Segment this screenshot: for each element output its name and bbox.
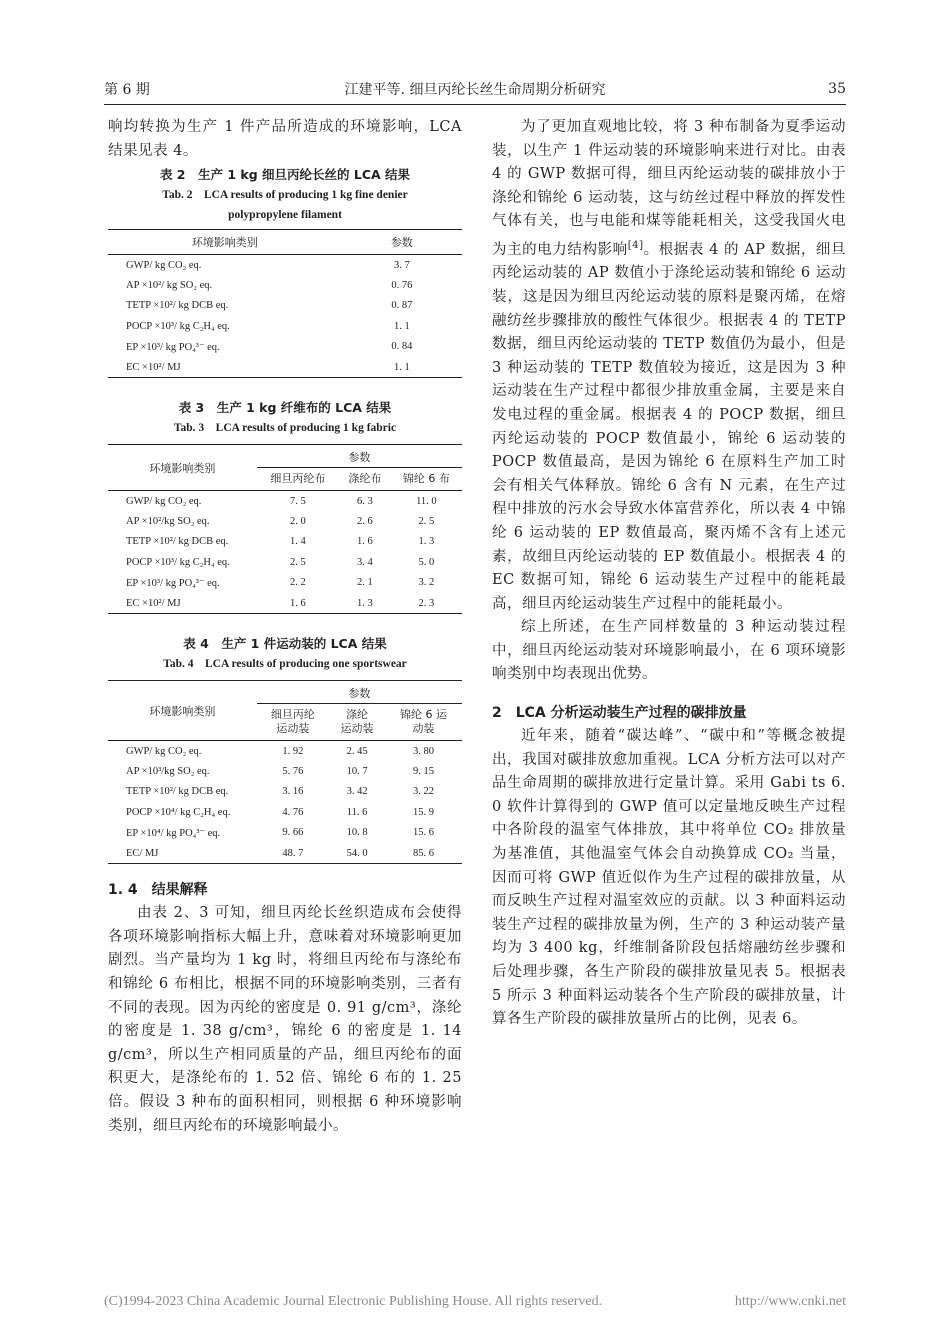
table-2 bbox=[108, 165, 462, 378]
table-4-value: 3. 80 bbox=[413, 745, 434, 757]
table-2-grid bbox=[108, 229, 462, 378]
table-4-value: 3. 22 bbox=[413, 786, 434, 798]
table-3-category: EP ×10³/ kg PO₄³⁻ eq. bbox=[126, 577, 220, 589]
table-3-category: POCP ×10³/ kg C₂H₄ eq. bbox=[126, 556, 230, 568]
comparison-paragraph bbox=[492, 116, 846, 616]
table-4-value: 11. 6 bbox=[346, 806, 368, 818]
table-3-value: 2. 0 bbox=[290, 515, 306, 527]
table-4-category: POCP ×10⁴/ kg C₂H₄ eq. bbox=[126, 806, 231, 818]
table-3-value: 2. 1 bbox=[357, 577, 373, 589]
table-3-value: 1. 4 bbox=[290, 536, 306, 548]
table-row bbox=[108, 552, 462, 573]
table-3-value: 2. 6 bbox=[357, 515, 373, 527]
issue-number: 第 6 期 bbox=[104, 82, 150, 98]
comparison-text-tail: 。根据表 4 的 AP 数据，细旦丙纶运动装的 AP 数值小于涤纶运动装和锦纶 6 运动装，这是因为细旦丙纶运动装的原料是聚丙烯，在熔融纺丝步骤排放的酸性气体很少。根据表 4 的 TETP 数据，细旦丙纶运动装的 TETP 数值仍为最小，但是 3 种运动装的 TETP 数值较为接近，这是因为 3 种运动装在生产过程中都很少排放重金属，主要是来自发电过程的重金属。根据表 4 的 POCP 数据，细旦丙纶运动装的 POCP 数值最小，锦纶 6 运动装的 POCP 数值最高，是因为锦纶 6 在原料生产加工时会有相关气体释放。锦纶 6 含有 N 元素，在生产过程中排放的污水会导致水体富营养化，所以表 4 中锦纶 6 运动装的 EP 数值最高，聚丙烯不含有上述元素，故细旦丙纶运动装的 EP 数值最小。根据表 4 的 EC 数据可知，锦纶 6 运动装生产过程中的能耗最高，细旦丙纶运动装生产过程中的能耗最小。 bbox=[492, 241, 847, 612]
table-3-grid bbox=[108, 444, 462, 614]
table-3-caption-cn: 表 3 生产 1 kg 纤维布的 LCA 结果 bbox=[178, 400, 392, 416]
table-3-value: 5. 0 bbox=[418, 556, 435, 568]
table-2-category: TETP ×10²/ kg DCB eq. bbox=[126, 300, 229, 312]
table-row bbox=[108, 823, 462, 844]
table-3-header-category: 环境影响类别 bbox=[149, 461, 216, 475]
table-2-caption-cn: 表 2 生产 1 kg 细旦丙纶长丝的 LCA 结果 bbox=[159, 167, 411, 183]
table-row bbox=[108, 843, 462, 864]
table-3-value: 2. 2 bbox=[290, 577, 306, 589]
table-row bbox=[108, 782, 462, 803]
table-4-value: 2. 45 bbox=[346, 745, 368, 757]
table-4-caption-cn: 表 4 生产 1 件运动装的 LCA 结果 bbox=[183, 636, 387, 652]
running-title: 江建平等. 细旦丙纶长丝生命周期分析研究 bbox=[344, 82, 606, 98]
table-row bbox=[108, 357, 462, 378]
table-4-header-category: 环境影响类别 bbox=[149, 704, 216, 718]
table-row bbox=[108, 255, 462, 276]
table-row bbox=[108, 275, 462, 296]
table-4-category: GWP/ kg CO₂ eq. bbox=[126, 745, 202, 757]
table-row bbox=[108, 316, 462, 337]
table-row bbox=[108, 337, 462, 358]
left-column bbox=[108, 116, 462, 1138]
table-3-value: 3. 4 bbox=[357, 556, 373, 568]
summary-paragraph: 综上所述，在生产同样数量的 3 种运动装过程中，细旦丙纶运动装对环境影响最小，在 6 项环境影响类别中均表现出优势。 bbox=[492, 619, 846, 683]
carbon-emission-paragraph: 近年来，随着“碳达峰”、“碳中和”等概念被提出，我国对碳排放愈加重视。LCA 分析方法可以对产品生命周期的碳排放进行定量计算。采用 Gabi ts 6. 0 软件计算得到的 GWP 值可以定量地反映生产过程中各阶段的温室气体排放，其中将单位 CO₂ 排放量为基准值，其他温室气体会自动换算成 CO₂ 当量，因而可将 GWP 值近似作为生产过程的碳排放量，从而反映生产过程对温室效应的贡献。以 3 种面料运动装生产过程的碳排放量为例，生产的 3 种运动装产量均为 3 400 kg，纤维制备阶段包括熔融纺丝步骤和后处理步骤，各生产阶段的碳排放量见表 5。根据表 5 所示 3 种面料运动装各个生产阶段的碳排放量，计算各生产阶段的碳排放量所占的比例，见表 6。 bbox=[492, 728, 846, 1028]
table-4-value: 15. 9 bbox=[413, 806, 434, 818]
table-4-value: 10. 8 bbox=[346, 827, 368, 839]
comparison-text: 为了更加直观地比较，将 3 种布制备为夏季运动装，以生产 1 件运动装的环境影响来进行对比。由表 4 的 GWP 数据可得，细旦丙纶运动装的碳排放小于涤纶和锦纶 6 运动装，这与纺丝过程中释放的挥发性气体有关，也与电能和煤等能耗相关，这受我国火电为主的电力结构影响 bbox=[492, 119, 846, 258]
copyright-footer bbox=[104, 1294, 846, 1310]
table-3-caption-en: Tab. 3 LCA results of producing 1 kg fabric bbox=[173, 422, 397, 435]
table-row bbox=[108, 761, 462, 782]
table-2-category: AP ×10²/ kg SO₂ eq. bbox=[126, 279, 213, 291]
section-1-4-paragraph: 由表 2、3 可知，细旦丙纶长丝织造成布会使得各项环境影响指标大幅上升，意味着对环境影响更加剧烈。当产量均为 1 kg 时，将细旦丙纶布与涤纶布和锦纶 6 布相比，根据不同的环境影响类别，三者有不同的表现。因为丙纶的密度是 0. 91 g/cm³，涤纶的密度是 1. 38 g/cm³，锦纶 6 的密度是 1. 14 g/cm³，所以生产相同质量的产品，细旦丙纶布的面积更大，是涤纶布的 1. 52 倍、锦纶 6 布的 1. 25 倍。假设 3 种布的面积相同，则根据 6 种环境影响类别，细旦丙纶布的环境影响最小。 bbox=[108, 905, 462, 1134]
table-4-value: 1. 92 bbox=[282, 745, 304, 757]
table-4-value: 4. 76 bbox=[282, 806, 304, 818]
table-4-grid bbox=[108, 680, 462, 864]
table-2-value: 1. 1 bbox=[393, 361, 410, 373]
table-3-value: 1. 3 bbox=[418, 536, 435, 548]
table-4-header-group: 参数 bbox=[348, 687, 371, 701]
table-3-subheader: 涤纶布 bbox=[339, 468, 391, 491]
table-3-category: EC ×10²/ MJ bbox=[126, 597, 181, 609]
table-2-category: GWP/ kg CO₂ eq. bbox=[126, 259, 202, 271]
table-4-subheader: 锦纶 6 运 动装 bbox=[385, 704, 462, 741]
table-3-value: 1. 6 bbox=[357, 536, 373, 548]
table-2-caption-en-2: polypropylene filament bbox=[228, 209, 342, 222]
table-3-value: 1. 6 bbox=[290, 597, 306, 609]
table-3-value: 2. 3 bbox=[418, 597, 435, 609]
table-3-header-group: 参数 bbox=[348, 451, 371, 465]
table-row bbox=[108, 511, 462, 532]
table-2-header-category: 环境影响类别 bbox=[191, 236, 258, 250]
table-3 bbox=[108, 398, 462, 614]
table-4-value: 10. 7 bbox=[346, 765, 368, 777]
section-1-4-title: 1. 4 结果解释 bbox=[108, 882, 208, 899]
table-2-value: 0. 87 bbox=[391, 300, 413, 312]
table-3-subheader: 锦纶 6 布 bbox=[391, 468, 462, 491]
table-4-value: 5. 76 bbox=[282, 765, 304, 777]
table-3-value: 11. 0 bbox=[416, 495, 437, 507]
table-4-value: 15. 6 bbox=[413, 827, 434, 839]
table-4-value: 3. 42 bbox=[346, 786, 368, 798]
page-number: 35 bbox=[828, 81, 846, 97]
table-3-category: AP ×10²/kg SO₂ eq. bbox=[126, 515, 210, 527]
table-2-category: POCP ×10³/ kg C₂H₄ eq. bbox=[126, 320, 230, 332]
table-4-value: 3. 16 bbox=[282, 786, 304, 798]
reference-4: [4] bbox=[627, 239, 644, 251]
table-3-value: 1. 3 bbox=[357, 597, 373, 609]
copyright-text: (C)1994-2023 China Academic Journal Electronic Publishing House. All rights reserved. bbox=[104, 1294, 603, 1309]
header-rule bbox=[104, 104, 846, 105]
table-4-value: 54. 0 bbox=[346, 847, 368, 859]
table-4-value: 48. 7 bbox=[282, 847, 304, 859]
table-4-caption-en: Tab. 4 LCA results of producing one sportswear bbox=[163, 658, 407, 671]
table-4-value: 9. 15 bbox=[413, 765, 434, 777]
table-4-value: 85. 6 bbox=[413, 847, 434, 859]
table-row bbox=[108, 741, 462, 762]
table-row bbox=[108, 573, 462, 594]
page-header bbox=[104, 76, 846, 102]
table-3-category: GWP/ kg CO₂ eq. bbox=[126, 495, 202, 507]
table-4-category: EP ×10⁴/ kg PO₄³⁻ eq. bbox=[126, 827, 221, 839]
table-3-value: 2. 5 bbox=[418, 515, 435, 527]
table-row bbox=[108, 802, 462, 823]
table-2-category: EC ×10²/ MJ bbox=[126, 361, 181, 373]
table-3-value: 3. 2 bbox=[418, 577, 435, 589]
table-3-category: TETP ×10²/ kg DCB eq. bbox=[126, 536, 229, 548]
table-row bbox=[108, 532, 462, 553]
table-2-value: 1. 1 bbox=[393, 320, 410, 332]
table-2-value: 0. 84 bbox=[391, 341, 413, 353]
table-4 bbox=[108, 634, 462, 864]
table-2-caption-en-1: Tab. 2 LCA results of producing 1 kg fine denier bbox=[162, 189, 408, 202]
section-2-title: 2 LCA 分析运动装生产过程的碳排放量 bbox=[492, 705, 747, 722]
table-2-value: 3. 7 bbox=[393, 259, 410, 271]
cnki-url: http://www.cnki.net bbox=[734, 1294, 846, 1309]
table-4-category: TETP ×10²/ kg DCB eq. bbox=[126, 786, 229, 798]
table-row bbox=[108, 296, 462, 317]
table-3-subheader: 细旦丙纶布 bbox=[257, 468, 339, 491]
table-4-category: AP ×10³/kg SO₂ eq. bbox=[126, 765, 210, 777]
table-3-value: 7. 5 bbox=[290, 495, 306, 507]
table-4-value: 9. 66 bbox=[282, 827, 304, 839]
table-2-value: 0. 76 bbox=[391, 279, 413, 291]
table-row bbox=[108, 491, 462, 512]
right-column bbox=[492, 116, 846, 1032]
table-row bbox=[108, 593, 462, 614]
table-4-subheader: 细旦丙纶 运动装 bbox=[257, 704, 329, 741]
table-3-value: 6. 3 bbox=[357, 495, 373, 507]
table-4-subheader: 涤纶 运动装 bbox=[329, 704, 385, 741]
intro-paragraph: 响均转换为生产 1 件产品所造成的环境影响，LCA 结果见表 4。 bbox=[108, 119, 462, 159]
table-4-category: EC/ MJ bbox=[126, 847, 159, 859]
table-2-category: EP ×10³/ kg PO₄³⁻ eq. bbox=[126, 341, 220, 353]
table-3-value: 2. 5 bbox=[290, 556, 306, 568]
table-2-header-param: 参数 bbox=[390, 236, 413, 250]
